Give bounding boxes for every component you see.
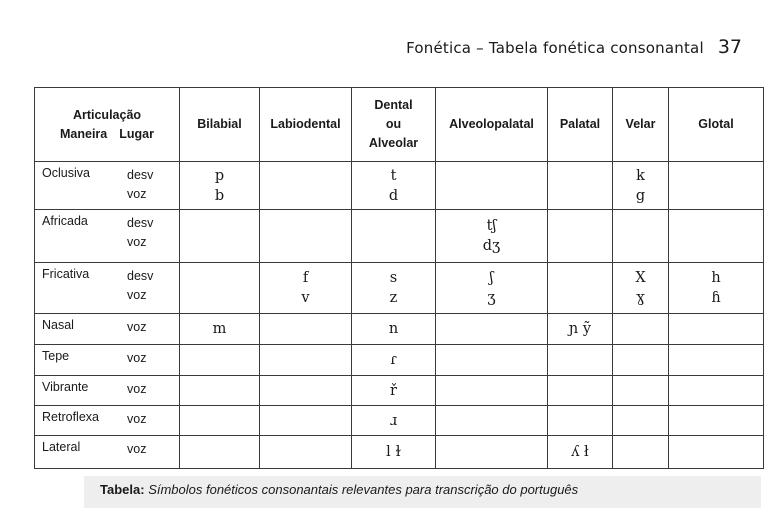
symbol-cell-labiodental — [260, 314, 352, 345]
voicing-label: voz — [127, 412, 147, 426]
symbol-cell-bilabial — [180, 406, 260, 436]
symbol-cell-dental — [352, 376, 436, 406]
voicing-label: voz — [127, 442, 147, 456]
table-row — [35, 314, 764, 345]
chapter-title: Fonética – Tabela fonética consonantal — [406, 39, 704, 57]
symbol-cell-palatal — [548, 345, 613, 376]
symbol-cell-dental — [352, 436, 436, 469]
voicing-label: voz — [127, 187, 147, 201]
symbol-cell-alveolopalatal — [436, 376, 548, 406]
manner-cell — [35, 210, 180, 263]
symbol-cell-labiodental — [260, 210, 352, 263]
symbol-cell-glotal — [669, 406, 764, 436]
voicing-label: voz — [127, 351, 147, 365]
running-header — [0, 36, 742, 58]
symbol-cell-dental — [352, 406, 436, 436]
table-row — [35, 376, 764, 406]
phonetic-symbol: m — [212, 321, 227, 337]
phonetic-symbol: f — [302, 270, 309, 286]
symbol-cell-alveolopalatal — [436, 263, 548, 314]
symbol-cell-glotal — [669, 210, 764, 263]
symbol-cell-dental — [352, 263, 436, 314]
symbol-cell-alveolopalatal — [436, 406, 548, 436]
symbol-cell-palatal — [548, 210, 613, 263]
phonetic-symbol: v — [301, 290, 310, 306]
symbol-cell-glotal — [669, 263, 764, 314]
phonetic-symbol: X — [635, 270, 646, 286]
symbol-cell-velar — [613, 314, 669, 345]
table-row — [35, 162, 764, 210]
place-label: Lugar — [119, 126, 154, 141]
symbol-cell-glotal — [669, 436, 764, 469]
table-row — [35, 406, 764, 436]
column-header-velar: Velar — [613, 88, 669, 162]
symbol-cell-palatal — [548, 263, 613, 314]
voicing-label: desv — [127, 216, 154, 230]
table-row — [35, 345, 764, 376]
symbol-cell-glotal — [669, 162, 764, 210]
symbol-cell-bilabial — [180, 210, 260, 263]
column-header-alveolopalatal: Alveolopalatal — [436, 88, 548, 162]
symbol-cell-bilabial — [180, 376, 260, 406]
symbol-cell-dental — [352, 210, 436, 263]
symbol-cell-velar — [613, 263, 669, 314]
manner-cell — [35, 263, 180, 314]
manner-cell — [35, 162, 180, 210]
manner-label: Maneira — [60, 126, 108, 141]
voicing-label: voz — [127, 320, 147, 334]
phonetic-symbol: k — [636, 167, 645, 184]
phonetic-symbol: ɦ — [711, 290, 721, 306]
phonetic-symbol: ʒ — [487, 290, 496, 306]
voicing-label: desv — [127, 269, 154, 283]
voicing-label: voz — [127, 382, 147, 396]
symbol-cell-alveolopalatal — [436, 210, 548, 263]
symbol-cell-velar — [613, 210, 669, 263]
symbol-cell-palatal — [548, 162, 613, 210]
symbol-cell-dental — [352, 314, 436, 345]
symbol-cell-bilabial — [180, 314, 260, 345]
caption-text: Símbolos fonéticos consonantais relevantes para transcrição do português — [148, 482, 579, 497]
phonetic-symbol: ɹ — [389, 412, 398, 429]
phonetic-symbol: g — [635, 187, 646, 204]
manner-cell — [35, 436, 180, 469]
phonetic-symbol: n — [388, 321, 399, 337]
phonetic-symbol: l ɫ — [386, 444, 401, 460]
symbol-cell-dental — [352, 345, 436, 376]
symbol-cell-glotal — [669, 376, 764, 406]
symbol-cell-dental — [352, 162, 436, 210]
symbol-cell-bilabial — [180, 263, 260, 314]
column-header-dental-alveolar — [352, 88, 436, 162]
symbol-cell-palatal — [548, 406, 613, 436]
phonetic-symbol: p — [214, 167, 225, 184]
phonetic-symbol: s — [389, 270, 398, 286]
manner-cell — [35, 406, 180, 436]
phonetic-symbol: b — [214, 187, 225, 204]
symbol-cell-alveolopalatal — [436, 162, 548, 210]
symbol-cell-labiodental — [260, 263, 352, 314]
column-header-palatal: Palatal — [548, 88, 613, 162]
phonetic-symbol: tʃ — [486, 218, 497, 234]
symbol-cell-velar — [613, 162, 669, 210]
manner-name: Nasal — [42, 318, 74, 332]
symbol-cell-palatal — [548, 376, 613, 406]
phonetic-symbol: ʎ ł — [571, 444, 589, 460]
page-number: 37 — [717, 36, 742, 58]
caption-label: Tabela: — [100, 482, 145, 497]
manner-name: Tepe — [42, 349, 70, 363]
manner-name: Vibrante — [42, 380, 89, 394]
phonetic-symbol: t — [390, 167, 397, 184]
manner-name: Fricativa — [42, 267, 90, 281]
symbol-cell-labiodental — [260, 436, 352, 469]
dental-line-1: Dental — [374, 98, 413, 112]
phonetic-symbol: ř — [390, 382, 397, 399]
symbol-cell-palatal — [548, 314, 613, 345]
phonetic-symbol: z — [389, 290, 398, 306]
phonetic-symbol: h — [711, 270, 721, 286]
symbol-cell-labiodental — [260, 162, 352, 210]
symbol-cell-velar — [613, 376, 669, 406]
table-row — [35, 210, 764, 263]
symbol-cell-labiodental — [260, 345, 352, 376]
phonetic-symbol: ɲ ỹ — [568, 321, 592, 337]
manner-name: Oclusiva — [42, 166, 90, 180]
phonetic-symbol: ʃ — [489, 270, 494, 286]
table-row — [35, 436, 764, 469]
symbol-cell-palatal — [548, 436, 613, 469]
symbol-cell-velar — [613, 406, 669, 436]
voicing-label: voz — [127, 235, 147, 249]
symbol-cell-alveolopalatal — [436, 436, 548, 469]
manner-cell — [35, 345, 180, 376]
symbol-cell-velar — [613, 436, 669, 469]
voicing-label: voz — [127, 288, 147, 302]
symbol-cell-bilabial — [180, 345, 260, 376]
manner-name: Africada — [42, 214, 88, 228]
voicing-label: desv — [127, 168, 154, 182]
symbol-cell-alveolopalatal — [436, 314, 548, 345]
phonetic-symbol: ɾ — [390, 352, 397, 368]
phonetic-symbol: ɣ — [636, 290, 645, 306]
column-header-bilabial: Bilabial — [180, 88, 260, 162]
symbol-cell-glotal — [669, 314, 764, 345]
symbol-cell-bilabial — [180, 162, 260, 210]
dental-line-2: ou — [385, 117, 402, 131]
manner-name: Lateral — [42, 440, 81, 454]
consonant-table — [34, 87, 764, 469]
articulation-label: Articulação — [72, 107, 142, 122]
articulation-corner-header — [35, 88, 180, 162]
symbol-cell-glotal — [669, 345, 764, 376]
phonetic-symbol: d — [388, 187, 399, 204]
symbol-cell-labiodental — [260, 406, 352, 436]
column-header-glotal: Glotal — [669, 88, 764, 162]
table-caption — [100, 482, 578, 497]
table-row — [35, 263, 764, 314]
manner-name: Retroflexa — [42, 410, 99, 424]
manner-cell — [35, 376, 180, 406]
symbol-cell-bilabial — [180, 436, 260, 469]
dental-line-3: Alveolar — [368, 136, 419, 150]
phonetic-symbol: dʒ — [482, 238, 501, 254]
symbol-cell-alveolopalatal — [436, 345, 548, 376]
symbol-cell-labiodental — [260, 376, 352, 406]
manner-cell — [35, 314, 180, 345]
table-header-row — [35, 88, 764, 162]
column-header-labiodental: Labiodental — [260, 88, 352, 162]
symbol-cell-velar — [613, 345, 669, 376]
